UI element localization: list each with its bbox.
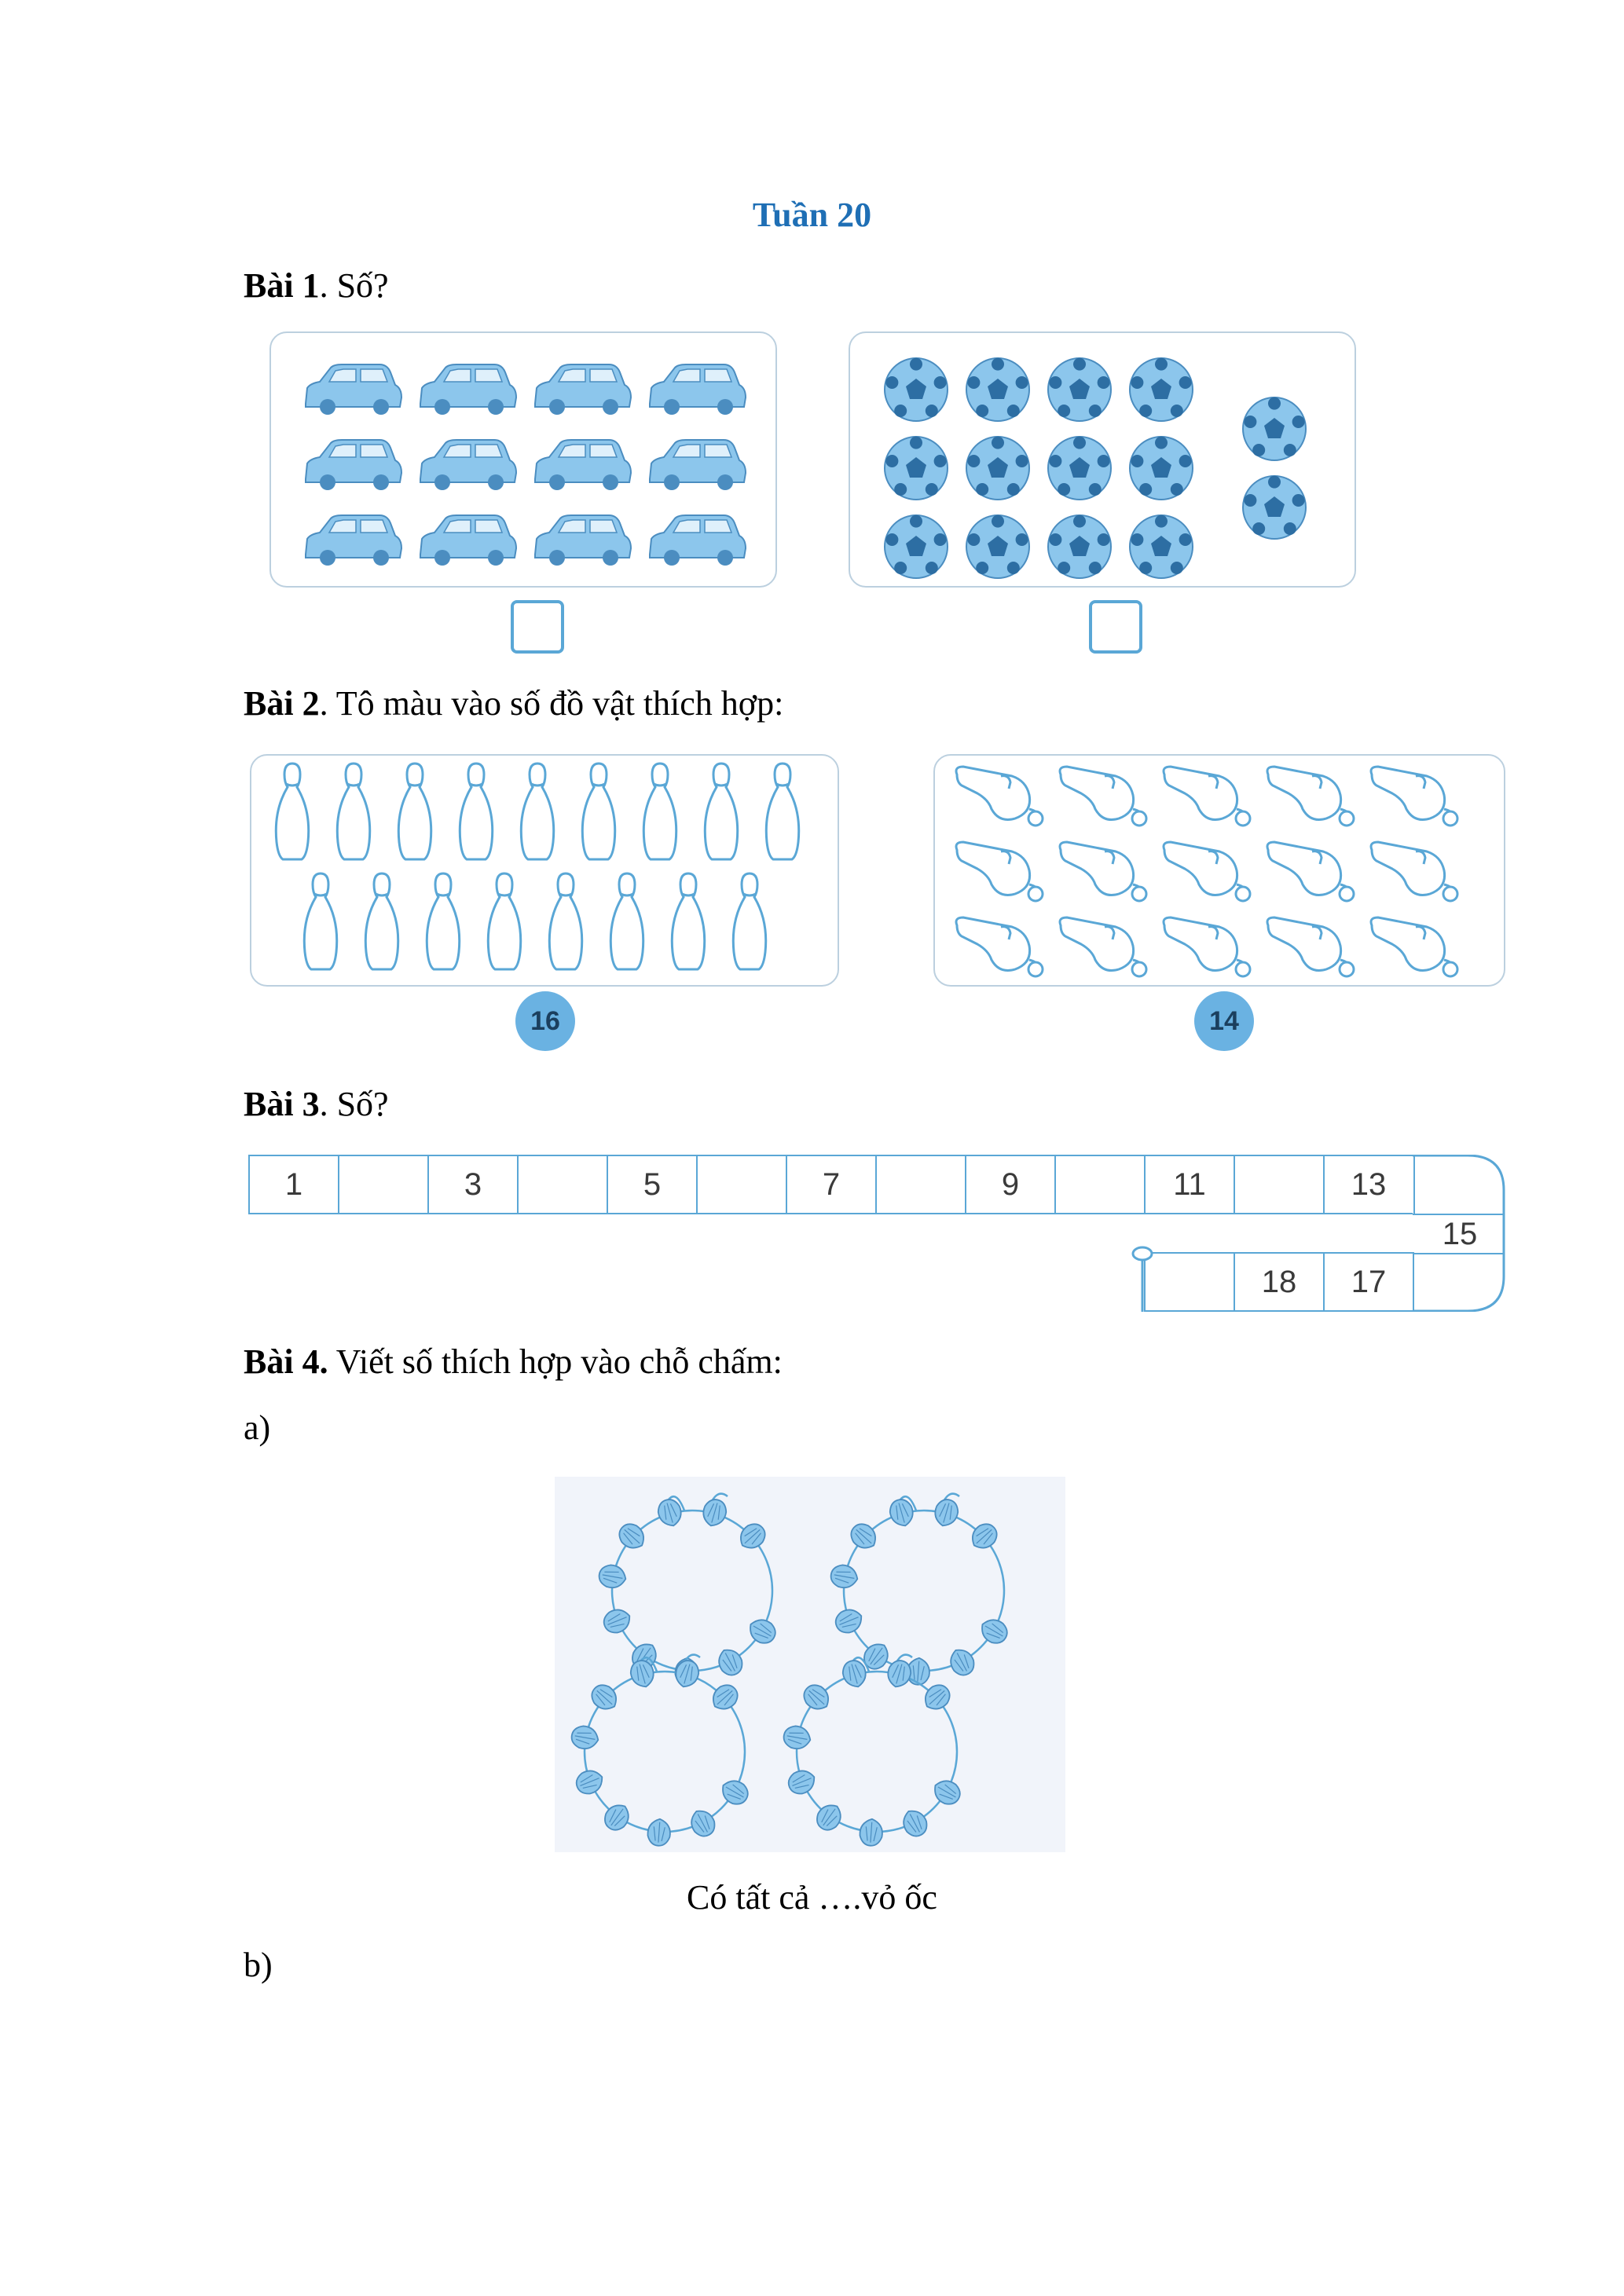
shell-icon (735, 1519, 769, 1554)
exercise-4-caption: Có tất cả ….vỏ ốc (687, 1878, 937, 1917)
shell-icon (570, 1724, 599, 1751)
car-icon (650, 440, 746, 490)
strip-cell-5: 5 (607, 1155, 698, 1214)
bowling-pin-icon (672, 873, 704, 969)
car-icon (535, 364, 631, 415)
whistle-icon (1371, 767, 1457, 826)
whistles-panel (933, 754, 1505, 987)
car-icon (650, 515, 746, 566)
soccer-ball-icon (1130, 515, 1193, 578)
bowling-pin-icon (766, 764, 798, 859)
shell-icon (647, 1818, 671, 1847)
strip-blank[interactable] (338, 1155, 429, 1214)
shell-icon (600, 1606, 633, 1636)
exercise-1-text: . Số? (319, 266, 389, 305)
shell-icon (946, 1645, 978, 1679)
bowling-pin-icon (427, 873, 459, 969)
exercise-4-label: Bài 4. (244, 1342, 328, 1381)
strip-cell-18: 18 (1234, 1252, 1325, 1312)
whistle-icon (956, 842, 1043, 901)
exercise-2-text: . Tô màu vào số đồ vật thích hợp: (319, 684, 784, 723)
strip-cell-7: 7 (786, 1155, 877, 1214)
strip-cell-17: 17 (1323, 1252, 1414, 1312)
bowling-pin-icon (398, 764, 431, 859)
bowling-pin-icon (460, 764, 492, 859)
exercise-4-heading (244, 1340, 783, 1384)
shell-icon (700, 1497, 729, 1529)
bowling-pin-icon (549, 873, 581, 969)
balls-answer-box[interactable] (1089, 600, 1142, 654)
soccer-ball-icon (1048, 358, 1111, 421)
strip-cell-11: 11 (1144, 1155, 1235, 1214)
shell-icon (785, 1767, 818, 1797)
shell-necklaces-illustration (555, 1477, 1065, 1852)
exercise-1-label: Bài 1 (244, 266, 320, 305)
strip-cell-9: 9 (965, 1155, 1056, 1214)
whistle-icon (1371, 842, 1457, 901)
shell-icon (587, 1680, 621, 1715)
soccer-ball-icon (966, 358, 1029, 421)
soccer-ball-icon (885, 437, 948, 500)
whistle-icon (956, 917, 1043, 976)
bowling-pin-icon (643, 764, 676, 859)
shell-icon (745, 1615, 779, 1648)
shell-icon (966, 1519, 1001, 1554)
soccer-ball-icon (966, 515, 1029, 578)
cars-panel (269, 331, 777, 588)
car-icon (535, 440, 631, 490)
soccer-ball-icon (885, 358, 948, 421)
shell-icon (832, 1606, 865, 1636)
strip-cell-1: 1 (248, 1155, 339, 1214)
bowling-pin-icon (705, 764, 737, 859)
soccer-ball-icon (1243, 397, 1306, 460)
car-icon (535, 515, 631, 566)
shell-icon (673, 1658, 702, 1690)
soccer-ball-icon (885, 515, 948, 578)
shell-icon (929, 1776, 964, 1809)
bowling-pin-icon (337, 764, 369, 859)
car-icon (306, 364, 401, 415)
shell-icon (687, 1806, 719, 1840)
shell-necklace (570, 1655, 752, 1847)
shell-icon (614, 1519, 649, 1554)
bowling-pin-icon (304, 873, 336, 969)
shell-icon (932, 1497, 961, 1529)
soccer-ball-icon (1243, 476, 1306, 539)
car-icon (420, 515, 516, 566)
strip-roll-end-icon (1122, 1243, 1153, 1313)
exercise-2-label: Bài 2 (244, 684, 320, 723)
exercise-1-heading (244, 264, 389, 308)
whistle-icon (956, 767, 1043, 826)
exercise-4-part-a: a) (244, 1408, 271, 1447)
cars-illustration (271, 333, 775, 586)
car-icon (420, 440, 516, 490)
shell-icon (573, 1767, 606, 1797)
page-title: Tuần 20 (752, 196, 872, 234)
strip-blank[interactable] (517, 1155, 608, 1214)
shell-necklace (829, 1494, 1011, 1686)
whistle-icon (1164, 917, 1250, 976)
car-icon (650, 364, 746, 415)
bowling-pin-icon (582, 764, 614, 859)
bowling-pin-icon (733, 873, 765, 969)
whistle-icon (1164, 767, 1250, 826)
whistle-icon (1371, 917, 1457, 976)
shell-icon (846, 1519, 881, 1554)
shell-icon (977, 1615, 1011, 1648)
strip-blank[interactable] (1144, 1252, 1235, 1312)
shell-icon (919, 1680, 954, 1715)
car-icon (306, 515, 401, 566)
cars-answer-box[interactable] (511, 600, 564, 654)
shell-icon (597, 1563, 627, 1590)
bowling-pins-panel (250, 754, 839, 987)
shell-icon (714, 1645, 746, 1679)
soccer-ball-icon (1130, 358, 1193, 421)
soccer-ball-icon (1130, 437, 1193, 500)
whistle-icon (1164, 842, 1250, 901)
exercise-4-part-b: b) (244, 1946, 273, 1984)
shell-icon (829, 1563, 859, 1590)
shell-necklace (782, 1655, 964, 1847)
balls-illustration (850, 333, 1355, 586)
bowling-pins-count-badge[interactable]: 16 (515, 991, 575, 1051)
bowling-pin-icon (488, 873, 520, 969)
strip-blank[interactable] (1234, 1155, 1325, 1214)
bowling-pin-icon (610, 873, 643, 969)
strip-blank[interactable] (875, 1155, 966, 1214)
whistle-icon (1060, 842, 1146, 901)
soccer-ball-icon (1048, 515, 1111, 578)
exercise-2-heading (244, 682, 783, 726)
shell-necklaces-picture (555, 1477, 1065, 1852)
balls-panel (849, 331, 1356, 588)
whistle-icon (1267, 767, 1354, 826)
shell-icon (717, 1776, 752, 1809)
whistles-illustration (935, 756, 1504, 985)
bowling-pins-illustration (251, 756, 838, 985)
car-icon (420, 364, 516, 415)
shell-icon (899, 1806, 931, 1840)
whistle-icon (1060, 917, 1146, 976)
shell-icon (707, 1680, 742, 1715)
bowling-pin-icon (276, 764, 308, 859)
shell-icon (782, 1724, 812, 1751)
exercise-3-text: . Số? (319, 1085, 389, 1123)
strip-blank[interactable] (696, 1155, 787, 1214)
shell-icon (859, 1818, 883, 1847)
exercise-3-heading (244, 1082, 389, 1126)
strip-cell-15: 15 (1442, 1216, 1478, 1251)
whistle-icon (1267, 917, 1354, 976)
car-icon (306, 440, 401, 490)
number-strip (248, 1155, 1505, 1312)
bowling-pin-icon (521, 764, 553, 859)
exercise-4-text: Viết số thích hợp vào chỗ chấm: (328, 1342, 783, 1381)
whistles-count-badge[interactable]: 14 (1194, 991, 1254, 1051)
soccer-ball-icon (1048, 437, 1111, 500)
strip-cell-13: 13 (1323, 1155, 1414, 1214)
exercise-3-label: Bài 3 (244, 1085, 320, 1123)
bowling-pin-icon (365, 873, 398, 969)
whistle-icon (1267, 842, 1354, 901)
strip-cell-3: 3 (427, 1155, 519, 1214)
shell-icon (799, 1680, 834, 1715)
strip-blank[interactable] (1054, 1155, 1146, 1214)
whistle-icon (1060, 767, 1146, 826)
soccer-ball-icon (966, 437, 1029, 500)
